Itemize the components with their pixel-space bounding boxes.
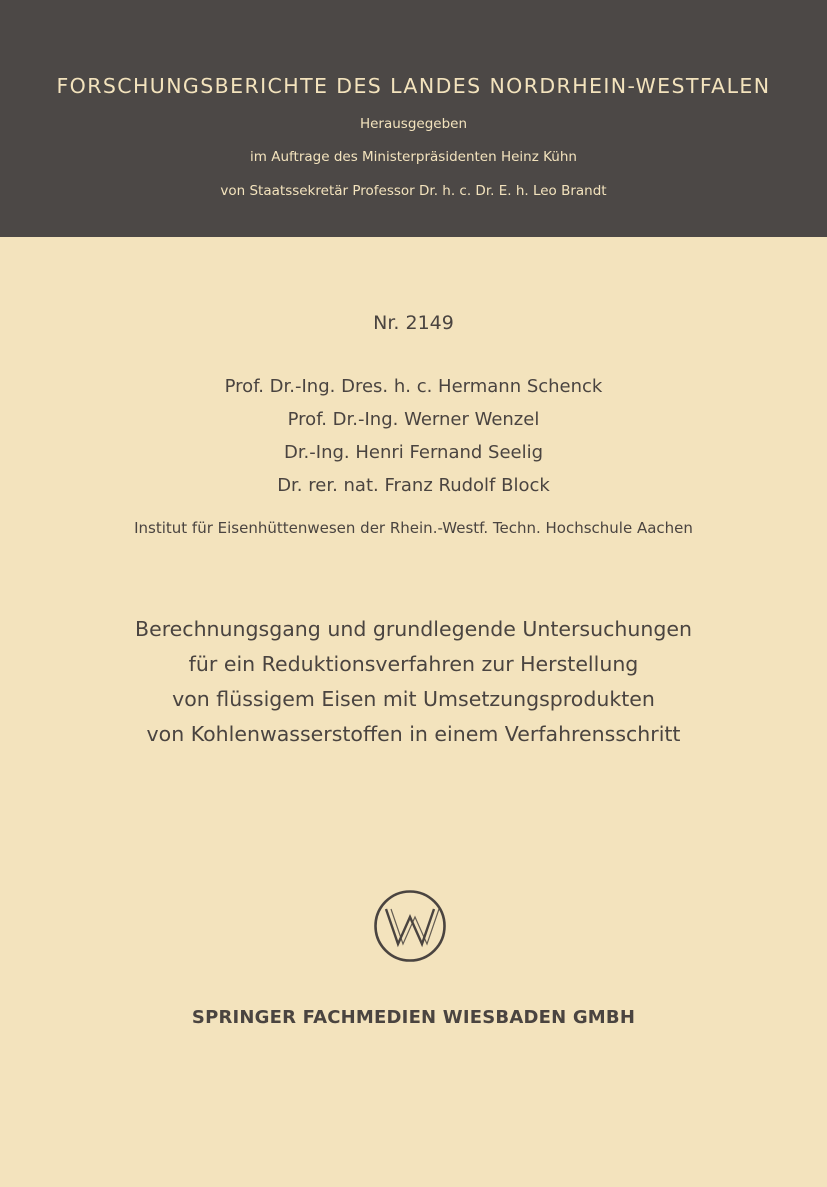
series-title: FORSCHUNGSBERICHTE DES LANDES NORDRHEIN-WESTFALEN	[56, 74, 771, 98]
publisher-name: SPRINGER FACHMEDIEN WIESBADEN GMBH	[191, 1007, 636, 1028]
author-line: Prof. Dr.-Ing. Dres. h. c. Hermann Schenck	[224, 376, 603, 397]
header-secretary-line: von Staatssekretär Professor Dr. h. c. Dr. E. h. Leo Brandt	[220, 183, 607, 199]
author-line: Dr.-Ing. Henri Fernand Seelig	[283, 442, 544, 463]
publisher-logo-icon	[373, 889, 447, 963]
author-line: Prof. Dr.-Ing. Werner Wenzel	[287, 409, 540, 430]
book-title-line: für ein Reduktionsverfahren zur Herstellung	[188, 652, 639, 676]
author-line: Dr. rer. nat. Franz Rudolf Block	[277, 475, 550, 496]
report-number: Nr. 2149	[373, 312, 454, 334]
book-title-line: von Kohlenwasserstoffen in einem Verfahrensschritt	[146, 722, 681, 746]
institute-line: Institut für Eisenhüttenwesen der Rhein.-Westf. Techn. Hochschule Aachen	[134, 519, 693, 537]
header-editor-line: Herausgegeben	[359, 116, 468, 132]
book-title-line: Berechnungsgang und grundlegende Untersuchungen	[135, 617, 692, 641]
book-title-line: von flüssigem Eisen mit Umsetzungsprodukten	[172, 687, 655, 711]
header-commission-line: im Auftrage des Ministerpräsidenten Heinz Kühn	[250, 149, 577, 165]
header-band	[0, 0, 827, 237]
